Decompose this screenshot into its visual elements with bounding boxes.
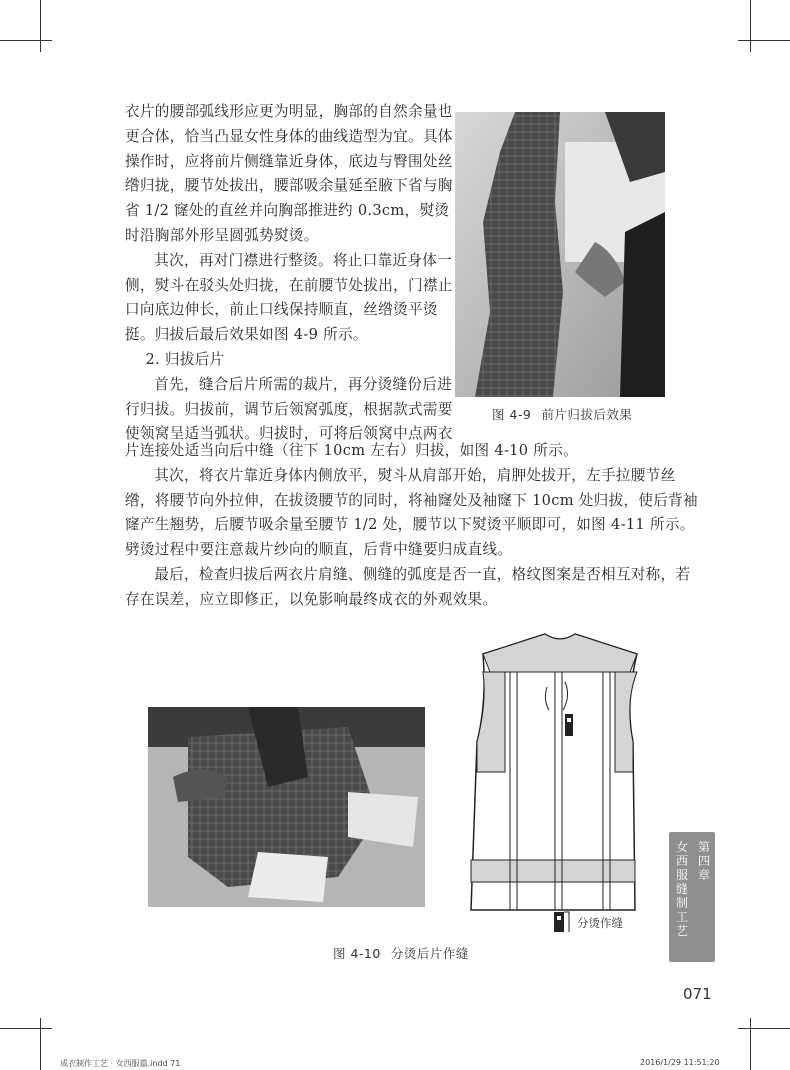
footer-timestamp: 2016/1/29 11:51:20 [640, 1058, 720, 1067]
figure-4-9-photo [455, 112, 665, 397]
vest-back-diagram [465, 632, 655, 912]
section-heading: 2. 归拔后片 [145, 350, 225, 368]
crop-mark [750, 1018, 751, 1070]
figure-title: 前片归拔后效果 [541, 407, 633, 422]
crop-mark [0, 40, 52, 41]
legend-label: 分烫作缝 [577, 916, 623, 930]
paragraph: 其次，将衣片靠近身体内侧放平，熨斗从肩部开始，肩胛处拔开，左手拉腰节丝绺，将腰节向外拉伸，在拔烫腰节的同时，将袖窿处及袖窿下 10cm 处归拔，使后背袖窿产生翘势，后腰节吸余量至腰节 1/2 处，腰节以下熨烫平顺即可，如图 4-11 所示。劈烫过程中要注意裁片纱向的顺直，后背中缝要归成直线。 [125, 466, 698, 559]
page-number: 071 [683, 985, 712, 1003]
paragraph: 最后，检查归拔后两衣片肩缝、侧缝的弧度是否一直，格纹图案是否相互对称，若存在误差，应立即修正，以免影响最终成衣的外观效果。 [125, 565, 691, 608]
crop-mark [0, 1028, 52, 1029]
paragraph: 其次，再对门襟进行整烫。将止口靠近身体一侧，熨斗在驳头处归拢，在前腰节处拔出，门襟止口向底边伸长，前止口线保持顺直，丝绺烫平烫挺。归拔后最后效果如图 4-9 所示。 [125, 251, 453, 344]
paragraph: 首先，缝合后片所需的裁片，再分烫缝份后进行归拔。归拔前，调节后领窝弧度，根据款式需要使领窝呈适当弧状。归拔时，可将后领窝中点两衣 [125, 375, 453, 443]
figure-4-10-caption [333, 944, 469, 962]
body-text-bottom [125, 439, 705, 613]
figure-number: 图 4-10 [333, 946, 381, 961]
crop-mark [750, 0, 751, 52]
crop-mark [40, 1018, 41, 1070]
figure-title: 分烫后片作缝 [390, 946, 469, 961]
paragraph: 片连接处适当向后中缝（往下 10cm 左右）归拔，如图 4-10 所示。 [125, 442, 578, 459]
figure-4-10-photo [148, 707, 425, 907]
figure-number: 图 4-9 [492, 407, 532, 422]
crop-mark [738, 40, 790, 41]
body-text-top [125, 100, 455, 447]
legend-swatch-icon [553, 911, 571, 933]
crop-mark [40, 0, 41, 52]
figure-4-9-caption [492, 405, 632, 423]
crop-mark [738, 1028, 790, 1029]
chapter-title: 女西服缝制工艺 [675, 840, 688, 938]
footer-filename: 成衣制作工艺 · 女西服篇.indd 71 [60, 1059, 181, 1068]
chapter-side-tab [669, 832, 715, 962]
paragraph: 衣片的腰部弧线形应更为明显，胸部的自然余量也更合体，恰当凸显女性身体的曲线造型为宜。具体操作时，应将前片侧缝靠近身体，底边与臀围处丝绺归拢，腰节处拔出，腰部吸余量延至腋下省与胸省 1/2 窿处的直丝并向胸部推进约 0.3cm，熨烫时沿胸部外形呈圆弧势熨烫。 [125, 103, 453, 244]
chapter-number: 第四章 [697, 840, 710, 882]
